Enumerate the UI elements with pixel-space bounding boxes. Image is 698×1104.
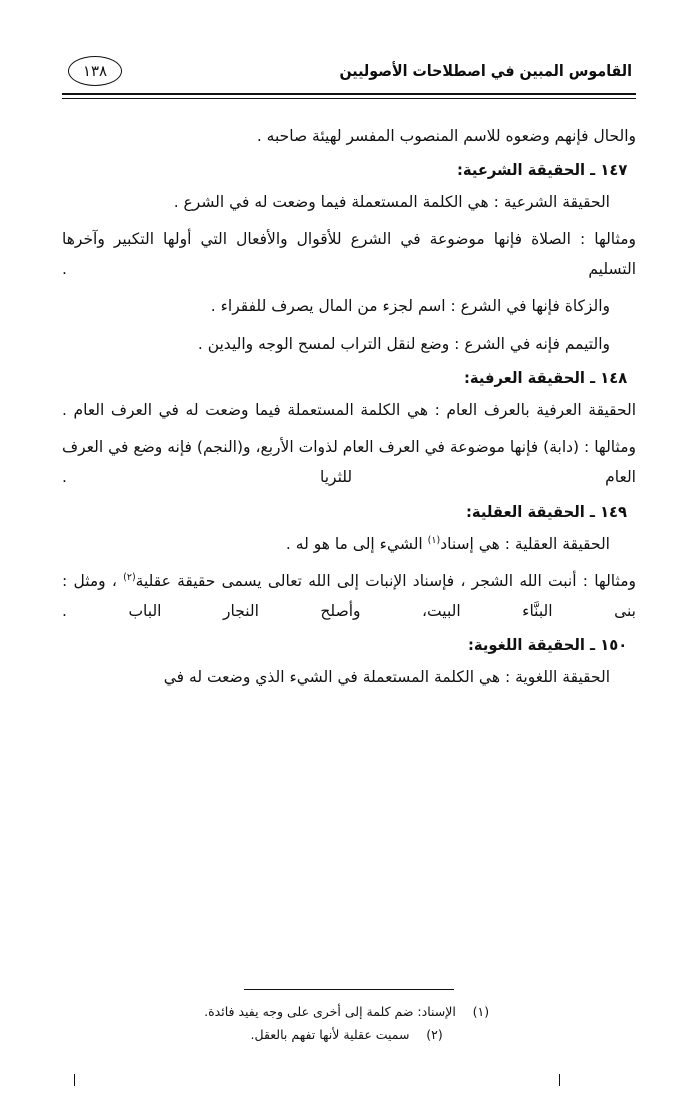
page-number-badge — [68, 56, 122, 86]
page-header — [62, 56, 636, 86]
section-heading-148-text: ١٤٨ ـ الحقيقة العرفية: — [464, 368, 628, 387]
paragraph-149-2: ومثالها : أنبت الله الشجر ، فإسناد الإنبات إلى الله تعالى يسمى حقيقة عقلية$^{(٢)}$ ، ومثل : بنى البنَّاء البيت، وأصلح النجار الباب . — [62, 571, 636, 620]
section-heading-150-text: ١٥٠ ـ الحقيقة اللغوية: — [468, 636, 628, 655]
footnote-number: (٢) — [426, 1026, 443, 1042]
section-heading-147 — [62, 161, 636, 179]
footnotes — [62, 989, 636, 1046]
paragraph-147-2: ومثالها : الصلاة فإنها موضوعة في الشرع للأقوال والأفعال التي أولها التكبير وآخرها التسليم . — [62, 230, 636, 279]
footnote-text: الإسناد: ضم كلمة إلى أخرى على وجه يفيد فائدة. — [204, 1003, 456, 1019]
paragraph-149-1: الحقيقة العقلية : هي إسناد$^{(١)}$ الشيء إلى ما هو له . — [285, 534, 610, 553]
page-content — [62, 121, 636, 693]
section-heading-147-text: ١٤٧ ـ الحقيقة الشرعية: — [456, 160, 628, 179]
crop-mark-right — [559, 1074, 560, 1086]
footnote-text: سميت عقلية لأنها تفهم بالعقل. — [250, 1026, 410, 1042]
header-rule-thin — [62, 98, 636, 99]
footnote-item — [62, 1023, 636, 1046]
paragraph-147-1: الحقيقة الشرعية : هي الكلمة المستعملة فيما وضعت له في الشرع . — [173, 192, 610, 211]
book-title: القاموس المبين في اصطلاحات الأصوليين — [339, 62, 632, 80]
header-rule-thick — [62, 93, 636, 95]
paragraph-148-1: الحقيقة العرفية بالعرف العام : هي الكلمة المستعملة فيما وضعت له في العرف العام . — [62, 400, 636, 419]
footnote-item — [62, 1000, 636, 1023]
page-number: ١٣٨ — [82, 62, 108, 80]
section-heading-149-text: ١٤٩ ـ الحقيقة العقلية: — [466, 502, 628, 521]
paragraph-147-3: والزكاة فإنها في الشرع : اسم لجزء من المال يصرف للفقراء . — [210, 297, 610, 316]
section-heading-150 — [62, 636, 636, 654]
paragraph-150-1: الحقيقة اللغوية : هي الكلمة المستعملة في الشيء الذي وضعت له في — [163, 668, 610, 687]
footnote-number: (١) — [472, 1003, 490, 1019]
section-heading-149 — [62, 503, 636, 521]
header-divider — [62, 93, 636, 99]
intro-paragraph: والحال فإنهم وضعوه للاسم المنصوب المفسر لهيئة صاحبه . — [256, 126, 636, 145]
paragraph-147-4: والتيمم فإنه في الشرع : وضع لنقل التراب لمسح الوجه واليدين . — [197, 334, 610, 353]
section-heading-148 — [62, 369, 636, 387]
footnote-divider — [244, 989, 454, 990]
paragraph-148-2: ومثالها : (دابة) فإنها موضوعة في العرف العام لذوات الأربع، و(النجم) فإنه وضع في العرف العام للثريا . — [62, 438, 636, 487]
crop-mark-left — [74, 1074, 75, 1086]
